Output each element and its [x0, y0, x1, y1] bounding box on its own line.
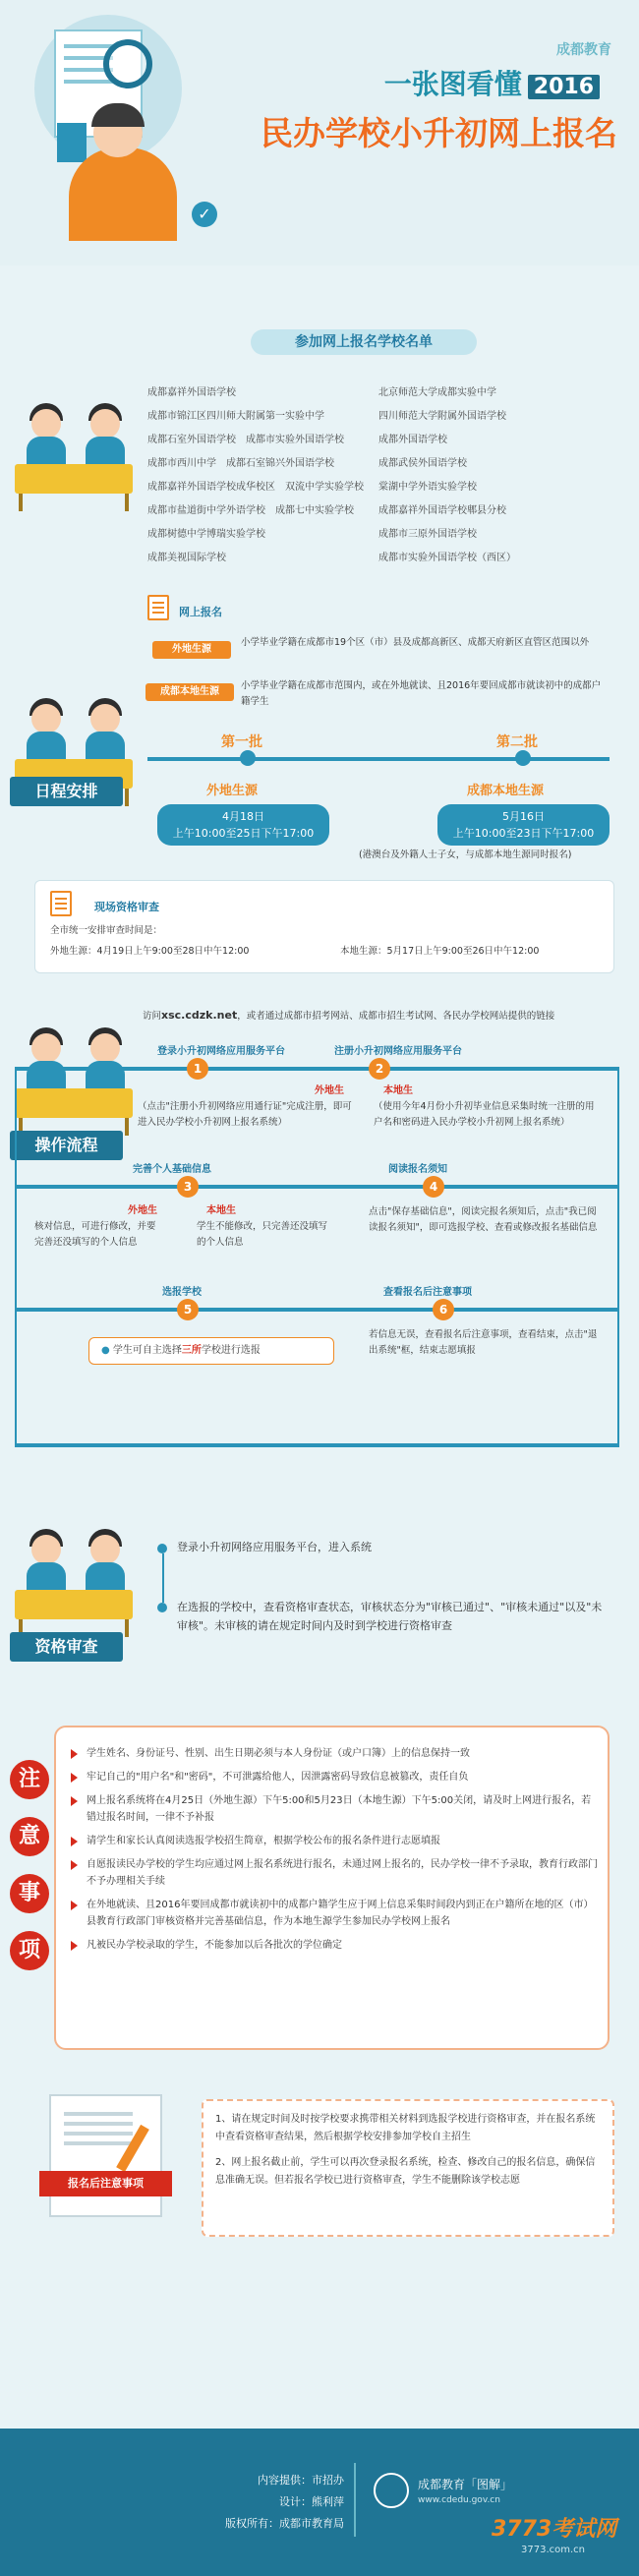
step3-local: 本地生: [206, 1205, 236, 1216]
school-name: 成都石室外国语学校 成都市实验外国语学校: [147, 435, 344, 445]
page-title: 民办学校小升初网上报名: [261, 114, 617, 152]
step4-title: 阅读报名须知: [388, 1164, 447, 1175]
footer-content: 内容提供：市招办: [258, 2474, 344, 2487]
school-row: [147, 476, 610, 499]
review-step1: 登录小升初网络应用服务平台，进入系统: [177, 1541, 372, 1553]
note-icon-2: [50, 891, 72, 916]
brand-label: 成都教育: [556, 42, 611, 58]
students-illustration-4: [10, 1519, 138, 1627]
step3-title: 完善个人基础信息: [133, 1164, 211, 1175]
review-outside: 外地生源：4月19日上午9:00至28日中午12:00: [50, 946, 250, 957]
notice-char: 项: [10, 1931, 49, 1970]
school-name: 成都嘉祥外国语学校郫县分校: [378, 505, 506, 516]
batch1-date-pill: 4月18日 上午10:00至25日下午17:00: [157, 804, 329, 846]
after-card-illustration: [39, 2094, 177, 2222]
site-link[interactable]: xsc.cdzk.net: [161, 1009, 238, 1022]
note-icon: [147, 595, 169, 620]
notice-char: 意: [10, 1817, 49, 1856]
after-p1: 1、请在规定时间及时按学校要求携带相关材料到选报学校进行资格审查，并在报名系统中查看资格审查结果，然后根据学校安排参加学校自主招生: [215, 2114, 596, 2142]
school-row: [147, 523, 610, 547]
timeline-line: [147, 757, 610, 761]
step4-text: 点击"保存基础信息"，阅读完报名须知后，点击"我已阅读报名须知"，即可选报学校、查看或修改报名基础信息: [369, 1206, 598, 1233]
notice-item: 在外地就读、且2016年要回成都市就读初中的成都户籍学生应于网上信息采集时间段内到正在户籍所在地的区（市）县教育行政部门审核资格并完善基础信息，作为本地生源学生参加民办学校网上报名: [69, 1897, 600, 1930]
step6-circle: 6: [433, 1299, 454, 1320]
year-badge: 2016: [528, 75, 600, 99]
step2-title: 注册小升初网络应用服务平台: [334, 1046, 462, 1057]
flow-right-line: [617, 1067, 619, 1445]
outside-text: 小学毕业学籍在成都市19个区（市）县及成都高新区、成都天府新区直管区范围以外: [241, 637, 590, 648]
school-list-banner: 参加网上报名学校名单: [251, 329, 477, 355]
review-title: 现场资格审查: [94, 901, 159, 913]
batch1-source: 外地生源: [206, 784, 259, 798]
school-name: 成都市锦江区四川师大附属第一实验中学: [147, 411, 324, 422]
step1-outside: 外地生: [315, 1085, 344, 1096]
school-row: [147, 452, 610, 476]
watermark: 3773考试网: [492, 2517, 617, 2542]
school-name: 成都树德中学博瑞实验学校: [147, 529, 265, 540]
notice-list: [69, 1745, 600, 1961]
students-illustration: [10, 393, 138, 501]
subtitle: 一张图看懂 2016: [384, 63, 600, 102]
school-name: 成都美视国际学校: [147, 553, 226, 563]
notice-item: 学生姓名、身份证号、性别、出生日期必须与本人身份证（或户口簿）上的信息保持一致: [69, 1745, 600, 1762]
school-row: [147, 381, 610, 405]
step6-text: 若信息无误，查看报名后注意事项，查看结束，点击"退出系统"框，结束志愿填报: [369, 1329, 598, 1356]
school-name: 成都市西川中学 成都石室锦兴外国语学校: [147, 458, 334, 469]
after-card: [202, 2099, 614, 2237]
footer: [0, 2429, 639, 2576]
process-label: 操作流程: [10, 1131, 123, 1160]
notice-item: 凡被民办学校录取的学生，不能参加以后各批次的学位确定: [69, 1937, 600, 1954]
review-line1: 全市统一安排审查时间是：: [50, 925, 163, 936]
batch2-label: 第二批: [496, 734, 538, 750]
outside-tag: 外地生源: [152, 641, 231, 659]
school-name: 四川师范大学附属外国语学校: [378, 411, 506, 422]
batch2-date-pill: 5月16日 上午10:00至23日下午17:00: [437, 804, 610, 846]
review-local: 本地生源：5月17日上午9:00至26日中午12:00: [340, 946, 540, 957]
step1-text: （点击"注册小升初网络应用通行证"完成注册，即可进入民办学校小升初网上报名系统）: [138, 1101, 352, 1128]
step5-circle: 5: [177, 1299, 199, 1320]
school-name: 成都嘉祥外国语学校: [147, 387, 236, 398]
school-row: [147, 429, 610, 452]
step2-text: （使用今年4月份小升初毕业信息采集时统一注册的用户名和密码进入民办学校小升初网上报名系统）: [374, 1101, 595, 1128]
step5-box: ● 学生可自主选择三所学校进行选报: [88, 1337, 334, 1365]
notice-item: 牢记自己的"用户名"和"密码"，不可泄露给他人，因泄露密码导致信息被篡改，责任自负: [69, 1769, 600, 1786]
school-name: 成都嘉祥外国语学校成华校区 双流中学实验学校: [147, 482, 364, 493]
after-card-label: 报名后注意事项: [39, 2171, 172, 2196]
notice-item: 自愿报读民办学校的学生均应通过网上报名系统进行报名，未通过网上报名的，民办学校一律不予录取，教育行政部门不予办理相关手续: [69, 1856, 600, 1890]
logo-icon: [374, 2473, 409, 2508]
step3-local-text: 学生不能修改，只完善还没填写的个人信息: [197, 1221, 328, 1248]
school-name: 成都市盐道街中学外语学校 成都七中实验学校: [147, 505, 354, 516]
school-name: 北京师范大学成都实验中学: [378, 387, 496, 398]
notice-item: 网上报名系统将在4月25日（外地生源）下午5:00和5月23日（本地生源）下午5:00关闭，请及时上网进行报名，若错过报名时间，一律不予补报: [69, 1792, 600, 1826]
review-label: 资格审查: [10, 1632, 123, 1662]
batch2-note: (港澳台及外籍人士子女，与成都本地生源同时报名): [359, 849, 572, 860]
step5-title: 选报学校: [162, 1287, 202, 1298]
local-tag: 成都本地生源: [145, 683, 234, 701]
watermark-site: 3773.com.cn: [521, 2545, 585, 2555]
batch1-label: 第一批: [221, 734, 262, 750]
header-illustration: [10, 5, 226, 246]
step3-outside-text: 核对信息，可进行修改，并要完善还没填写的个人信息: [34, 1221, 156, 1248]
footer-site: www.cdedu.gov.cn: [418, 2495, 500, 2505]
batch2-source: 成都本地生源: [467, 784, 545, 798]
step3-outside: 外地生: [128, 1205, 157, 1216]
after-p2: 2、网上报名截止前，学生可以再次登录报名系统，检查、修改自己的报名信息，确保信息准确无误。但若报名学校已进行资格审查，学生不能删除该学校志愿: [215, 2157, 596, 2186]
school-name: 成都外国语学校: [378, 435, 447, 445]
online-title: 网上报名: [179, 606, 222, 618]
school-list: [147, 381, 610, 570]
notice-char: 事: [10, 1874, 49, 1913]
school-row: [147, 547, 610, 570]
step4-circle: 4: [423, 1176, 444, 1198]
students-illustration-3: [10, 1018, 138, 1126]
notice-char: 注: [10, 1760, 49, 1799]
footer-copyright: 版权所有：成都市教育局: [225, 2517, 344, 2530]
notice-chars: [10, 1760, 54, 1988]
school-row: [147, 499, 610, 523]
school-name: 成都市实验外国语学校（西区）: [378, 553, 516, 563]
flow-left-line: [15, 1067, 17, 1445]
review-step2: 在选报的学校中，查看资格审查状态，审核状态分为"审核已通过"、"审核未通过"以及"未审核"。未审核的请在规定时间内及时到学校进行资格审查: [177, 1601, 603, 1632]
process-intro: 访问xsc.cdzk.net，或者通过成都市招考网站、成都市招生考试网、各民办学校网站提供的链接: [143, 1009, 555, 1022]
school-name: 成都市三原外国语学校: [378, 529, 477, 540]
step3-circle: 3: [177, 1176, 199, 1198]
schedule-label: 日程安排: [10, 777, 123, 806]
step6-title: 查看报名后注意事项: [383, 1287, 472, 1298]
footer-design: 设计：熊利萍: [279, 2495, 344, 2508]
local-text: 小学毕业学籍在成都市范围内，或在外地就读、且2016年要回成都市就读初中的成都户籍学生: [241, 680, 602, 707]
footer-logo-text: 成都教育「图解」: [418, 2478, 513, 2491]
notice-item: 请学生和家长认真阅读选报学校招生简章，根据学校公布的报名条件进行志愿填报: [69, 1833, 600, 1849]
school-row: [147, 405, 610, 429]
magnifier-icon: [103, 39, 152, 88]
step2-circle: 2: [369, 1058, 390, 1080]
school-name: 棠湖中学外语实验学校: [378, 482, 477, 493]
step1-circle: 1: [187, 1058, 208, 1080]
step2-local: 本地生: [383, 1085, 413, 1096]
header: [0, 0, 639, 265]
check-icon: ✓: [192, 202, 217, 227]
review-card: [34, 880, 614, 973]
step1-title: 登录小升初网络应用服务平台: [157, 1046, 285, 1057]
school-name: 成都武侯外国语学校: [378, 458, 467, 469]
